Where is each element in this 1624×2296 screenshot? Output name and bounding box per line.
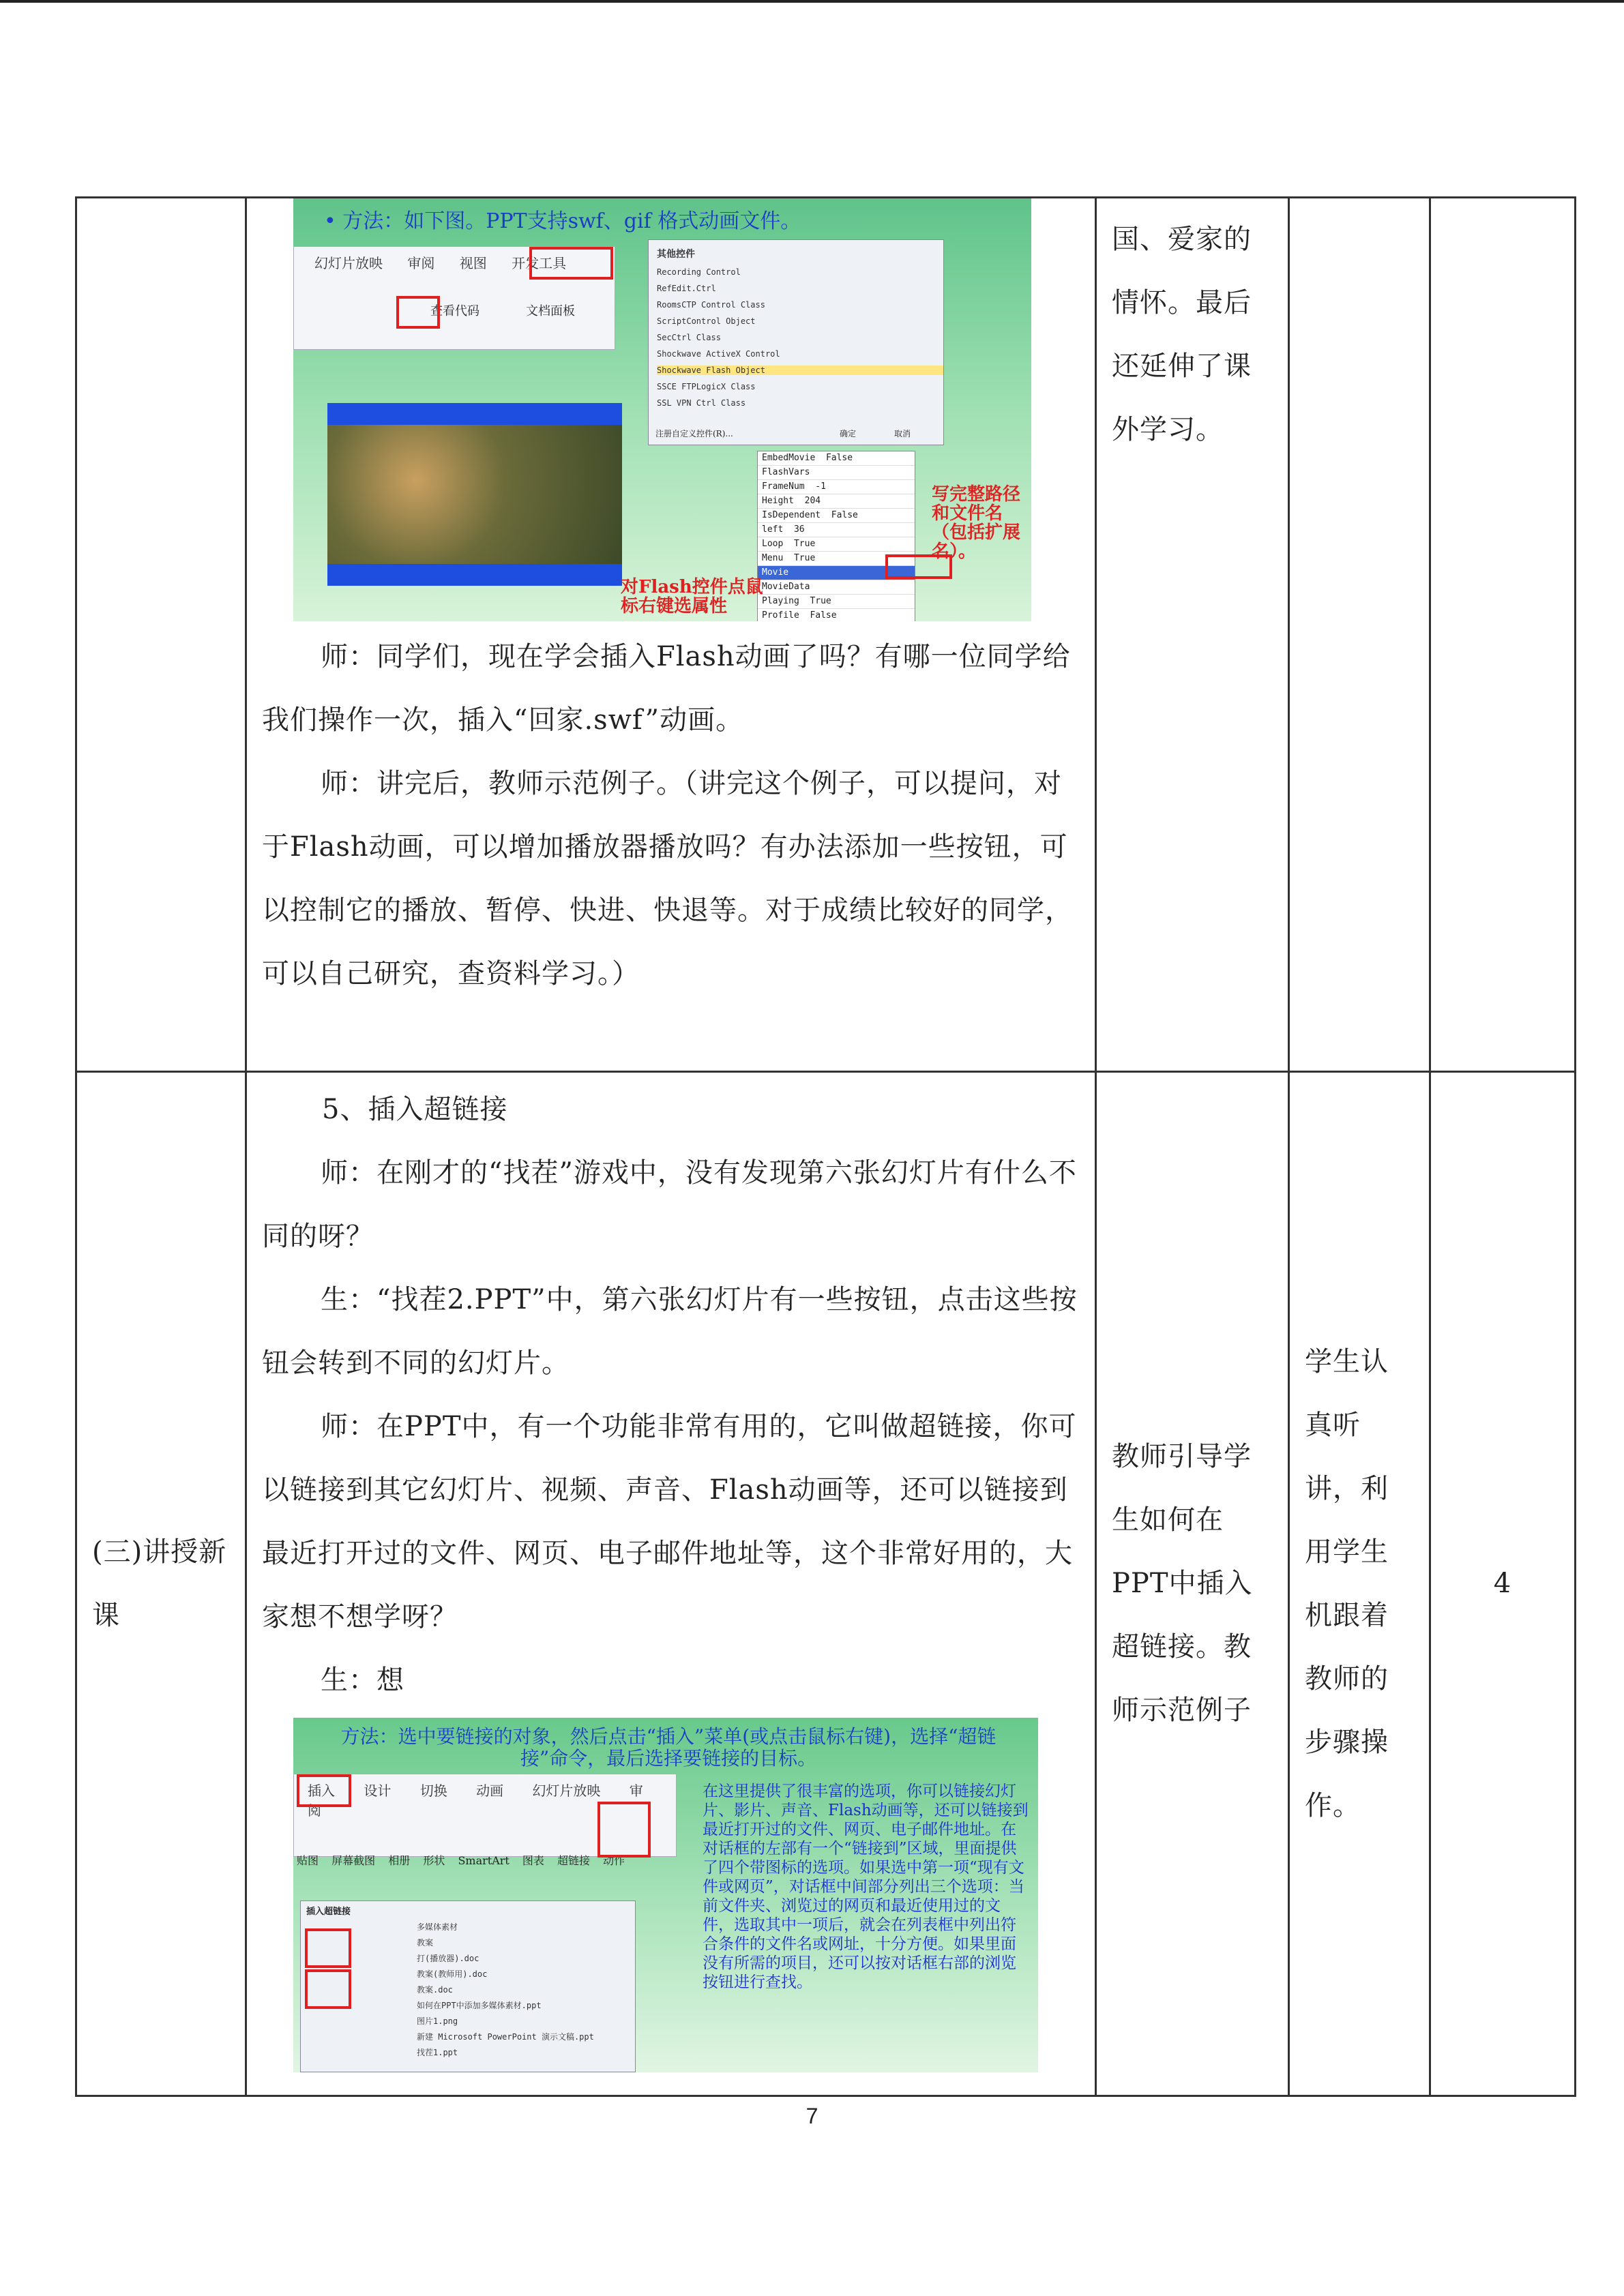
prop-value: False xyxy=(831,510,858,520)
ribbon-tab: 审阅 xyxy=(407,255,435,271)
ribbon-tab: 切换 xyxy=(419,1783,447,1799)
purpose-text: 教师引导学生如何在PPT中插入超链接。教师示范例子 xyxy=(1112,1441,1253,1726)
ribbon-tab: 幻灯片放映 xyxy=(314,255,383,271)
ribbon-button: SmartArt xyxy=(458,1854,510,1867)
prop-key: Playing xyxy=(762,596,799,606)
ok-button: 确定 xyxy=(840,429,857,438)
prop-value: True xyxy=(810,596,831,606)
ribbon-tab: 视图 xyxy=(459,255,487,271)
dialog-item: RefEdit.Ctrl xyxy=(657,284,716,293)
ribbon-button: 图表 xyxy=(522,1854,544,1867)
prop-key-movie: Movie xyxy=(762,567,789,578)
prop-key: FlashVars xyxy=(762,467,810,477)
purpose-cell xyxy=(1096,198,1289,1072)
dialog-item: 找茬1.ppt xyxy=(417,2048,458,2057)
screenshot-title: 方法：选中要链接的对象，然后点击“插入”菜单(或点击鼠标右键)，选择“超链接”命令，最后选择要链接的目标。 xyxy=(340,1725,996,1770)
prop-key: MovieData xyxy=(762,582,810,592)
ribbon-tab: 幻灯片放映 xyxy=(532,1783,601,1799)
screenshot-title: • 方法：如下图。PPT支持swf、gif 格式动画文件。 xyxy=(324,209,801,233)
dialog-item: 图片1.png xyxy=(417,2016,458,2026)
dialog-item: 教案(教师用).doc xyxy=(417,1969,488,1979)
body-paragraph: 生：想 xyxy=(321,1665,404,1696)
prop-key: left xyxy=(762,524,784,535)
explanation-text: 在这里提供了很丰富的选项，你可以链接幻灯片、影片、声音、Flash动画等，还可以链接到最近打开过的文件、网页、电子邮件地址。在对话框的左部有一个“链接到”区域，里面提供了四个带图标的选项。如果选中第一项“现有文件或网页”，对话框中间部分列出三个选项：当前文件夹、浏览过的网页和最近使用过的文件，选取其中一项后，就会在列表框中列出符合条件的文件名或网址，十分方便。如果里面没有所需的项目，还可以按对话框右部的浏览按钮进行查找。 xyxy=(703,1783,1029,1991)
dialog-item: 打(播放器).doc xyxy=(417,1954,479,1963)
callout-right-click-note: 对Flash控件点鼠标右键选属性 xyxy=(621,577,763,616)
time-cell-empty xyxy=(1430,198,1576,1072)
dialog-item: 如何在PPT中添加多媒体素材.ppt xyxy=(417,2001,542,2010)
prop-key: EmbedMovie xyxy=(762,453,816,463)
prop-value: 36 xyxy=(793,524,805,535)
ribbon-tab: 动画 xyxy=(476,1783,504,1799)
ribbon-button-doc-panel: 文档面板 xyxy=(526,304,575,318)
ribbon-panel xyxy=(293,1774,677,1867)
body-paragraph: 生：“找茬2.PPT”中，第六张幻灯片有一些按钮，点击这些按钮会转到不同的幻灯片。 xyxy=(262,1284,1078,1379)
insert-hyperlink-dialog xyxy=(300,1900,636,2072)
prop-value: True xyxy=(793,539,816,549)
ribbon-button: 屏幕截图 xyxy=(331,1854,376,1867)
other-controls-dialog xyxy=(648,239,944,445)
dialog-title: 其他控件 xyxy=(657,249,695,260)
flash-insert-screenshot xyxy=(293,198,1031,621)
time-cell xyxy=(1430,1072,1576,2096)
student-activity-cell-empty xyxy=(1289,198,1430,1072)
ribbon-button: 相册 xyxy=(388,1854,411,1867)
body-paragraph: 师：在刚才的“找茬”游戏中，没有发现第六张幻灯片有什么不同的呀？ xyxy=(262,1157,1077,1252)
highlight-box xyxy=(597,1802,651,1858)
highlight-box xyxy=(529,247,613,280)
dialog-item: SSL VPN Ctrl Class xyxy=(657,398,746,408)
student-activity-cell xyxy=(1289,1072,1430,2096)
table-row-flash xyxy=(76,198,1576,1072)
section-heading: 5、插入超链接 xyxy=(322,1094,508,1125)
lesson-plan-table xyxy=(75,196,1576,2097)
highlight-box xyxy=(305,1928,351,1968)
prop-key: IsDependent xyxy=(762,510,821,520)
ribbon-tab: 审阅 xyxy=(308,1783,643,1819)
page-number: 7 xyxy=(806,2104,818,2128)
prop-value: -1 xyxy=(815,481,826,492)
highlight-box xyxy=(297,1774,351,1807)
table-row-hyperlink xyxy=(76,1072,1576,2096)
ribbon-button: 贴图 xyxy=(297,1854,319,1867)
ribbon-button-hyperlink: 超链接 xyxy=(557,1854,591,1867)
body-paragraph: 师：讲完后，教师示范例子。（讲完这个例子，可以提问，对于Flash动画，可以增加播放器播放吗？有办法添加一些按钮，可以控制它的播放、暂停、快进、快退等。对于成绩比较好的同学，可以自己研究，查资料学习。） xyxy=(262,768,1073,989)
purpose-text: 国、爱家的情怀。最后还延伸了课外学习。 xyxy=(1112,224,1252,445)
dialog-item: SecCtrl Class xyxy=(657,333,721,342)
stage-cell xyxy=(76,1072,246,2096)
register-control-button: 注册自定义控件(R)... xyxy=(655,429,733,438)
prop-key: Height xyxy=(762,496,794,506)
cancel-button: 取消 xyxy=(894,429,911,438)
callout-path-note: 写完整路径和文件名（包括扩展名）。 xyxy=(932,484,1021,562)
dialog-item: Recording Control xyxy=(657,267,741,277)
time-value: 4 xyxy=(1493,1568,1512,1599)
dialog-item: ScriptControl Object xyxy=(657,316,756,326)
top-border-line xyxy=(0,0,1624,3)
prop-key: Menu xyxy=(762,553,784,563)
prop-value: True xyxy=(793,553,816,563)
prop-key: Profile xyxy=(762,610,799,621)
ribbon-tab: 设计 xyxy=(364,1783,392,1799)
ribbon-tab-insert: 插入 xyxy=(308,1783,335,1799)
purpose-cell xyxy=(1096,1072,1289,2096)
hyperlink-insert-screenshot xyxy=(293,1718,1038,2072)
dialog-item: 教案 xyxy=(417,1938,434,1948)
dialog-item: SSCE FTPLogicX Class xyxy=(657,382,756,391)
prop-value: 204 xyxy=(804,496,821,506)
stage-cell-empty xyxy=(76,198,246,1072)
ribbon-button-view-code: 查看代码 xyxy=(430,304,479,318)
dialog-title: 插入超链接 xyxy=(306,1907,351,1917)
highlight-box xyxy=(305,1969,351,2009)
dialog-item: Shockwave ActiveX Control xyxy=(657,349,780,359)
stage-label: (三)讲授新课 xyxy=(92,1536,227,1631)
ribbon-panel xyxy=(293,246,615,350)
body-paragraph: 师：在PPT中，有一个功能非常有用的，它叫做超链接，你可以链接到其它幻灯片、视频、声音、Flash动画等，还可以链接到最近打开过的文件、网页、电子邮件地址等，这个非常好用的，大家想不想学呀？ xyxy=(262,1411,1077,1632)
student-activity-text: 学生认真听讲，利用学生机跟着教师的步骤操作。 xyxy=(1305,1345,1389,1821)
dialog-item: 教案.doc xyxy=(417,1985,453,1995)
game-image xyxy=(327,425,622,564)
prop-key: FrameNum xyxy=(762,481,805,492)
prop-key: Loop xyxy=(762,539,784,549)
dialog-item: 新建 Microsoft PowerPoint 演示文稿.ppt xyxy=(417,2032,594,2042)
properties-panel xyxy=(757,451,915,621)
flash-game-preview xyxy=(327,403,622,586)
dialog-item: RoomsCTP Control Class xyxy=(657,300,765,310)
prop-value: False xyxy=(810,610,837,621)
ribbon-tab-developer: 开发工具 xyxy=(512,255,567,271)
content-cell-hyperlink xyxy=(246,1072,1096,2096)
dialog-item-selected: Shockwave Flash Object xyxy=(657,366,943,375)
body-paragraph: 师：同学们，现在学会插入Flash动画了吗？有哪一位同学给我们操作一次，插入“回家.swf”动画。 xyxy=(262,641,1071,736)
content-cell-flash xyxy=(246,198,1096,1072)
prop-value: False xyxy=(825,453,853,463)
ribbon-button: 形状 xyxy=(423,1854,445,1867)
dialog-item: 多媒体素材 xyxy=(417,1922,458,1932)
ribbon-button: 动作 xyxy=(603,1854,625,1867)
highlight-box xyxy=(396,296,440,329)
